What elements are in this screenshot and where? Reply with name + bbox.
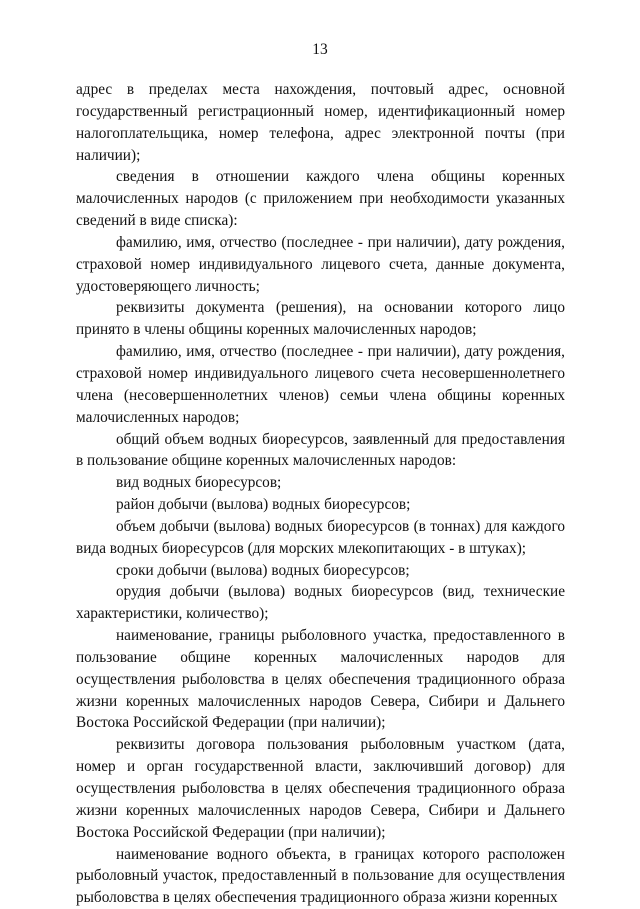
paragraph-14: наименование водного объекта, в границах которого расположен рыболовный участок, предоставленный в пользование для осуществления рыболовства в целях обеспечения традиционного образа жизни коренных [76,845,565,907]
paragraph-9: объем добычи (вылова) водных биоресурсов (в тоннах) для каждого вида водных биоресурсов (для морских млекопитающих - в штуках); [76,517,565,557]
document-body [76,79,565,909]
page-number: 13 [312,41,328,58]
paragraph-5: фамилию, имя, отчество (последнее - при наличии), дату рождения, страховой номер индивидуального лицевого счета несовершеннолетнего члена (несовершеннолетних членов) семьи члена общины коренных малочисленных народов; [76,343,565,426]
paragraph-4: реквизиты документа (решения), на основании которого лицо принято в члены общины коренных малочисленных народов; [76,299,565,339]
paragraph-10: сроки добычи (вылова) водных биоресурсов; [116,561,410,579]
paragraph-13: реквизиты договора пользования рыболовным участком (дата, номер и орган государственной власти, заключивший договор) для осуществления рыболовства в целях обеспечения традиционного образа жизни коренных малочисленных народов Севера, Сибири и Дальнего Востока Российской Федерации (при наличии); [76,736,565,841]
paragraph-3: фамилию, имя, отчество (последнее - при наличии), дату рождения, страховой номер индивидуального лицевого счета, данные документа, удостоверяющего личность; [76,233,565,295]
paragraph-11: орудия добычи (вылова) водных биоресурсов (вид, технические характеристики, количество); [76,583,565,623]
paragraph-1: адрес в пределах места нахождения, почтовый адрес, основной государственный регистрационный номер, идентификационный номер налогоплательщика, номер телефона, адрес электронной почты (при наличии); [76,81,565,164]
paragraph-2: сведения в отношении каждого члена общины коренных малочисленных народов (с приложением при необходимости указанных сведений в виде списка): [76,168,565,230]
paragraph-6: общий объем водных биоресурсов, заявленный для предоставления в пользование общине коренных малочисленных народов: [76,430,565,470]
paragraph-12: наименование, границы рыболовного участка, предоставленного в пользование общине коренных малочисленных народов для осуществления рыболовства в целях обеспечения традиционного образа жизни коренных малочисленных народов Севера, Сибири и Дальнего Востока Российской Федерации (при наличии); [76,627,565,732]
paragraph-8: район добычи (вылова) водных биоресурсов; [116,496,411,514]
paragraph-7: вид водных биоресурсов; [116,474,282,492]
